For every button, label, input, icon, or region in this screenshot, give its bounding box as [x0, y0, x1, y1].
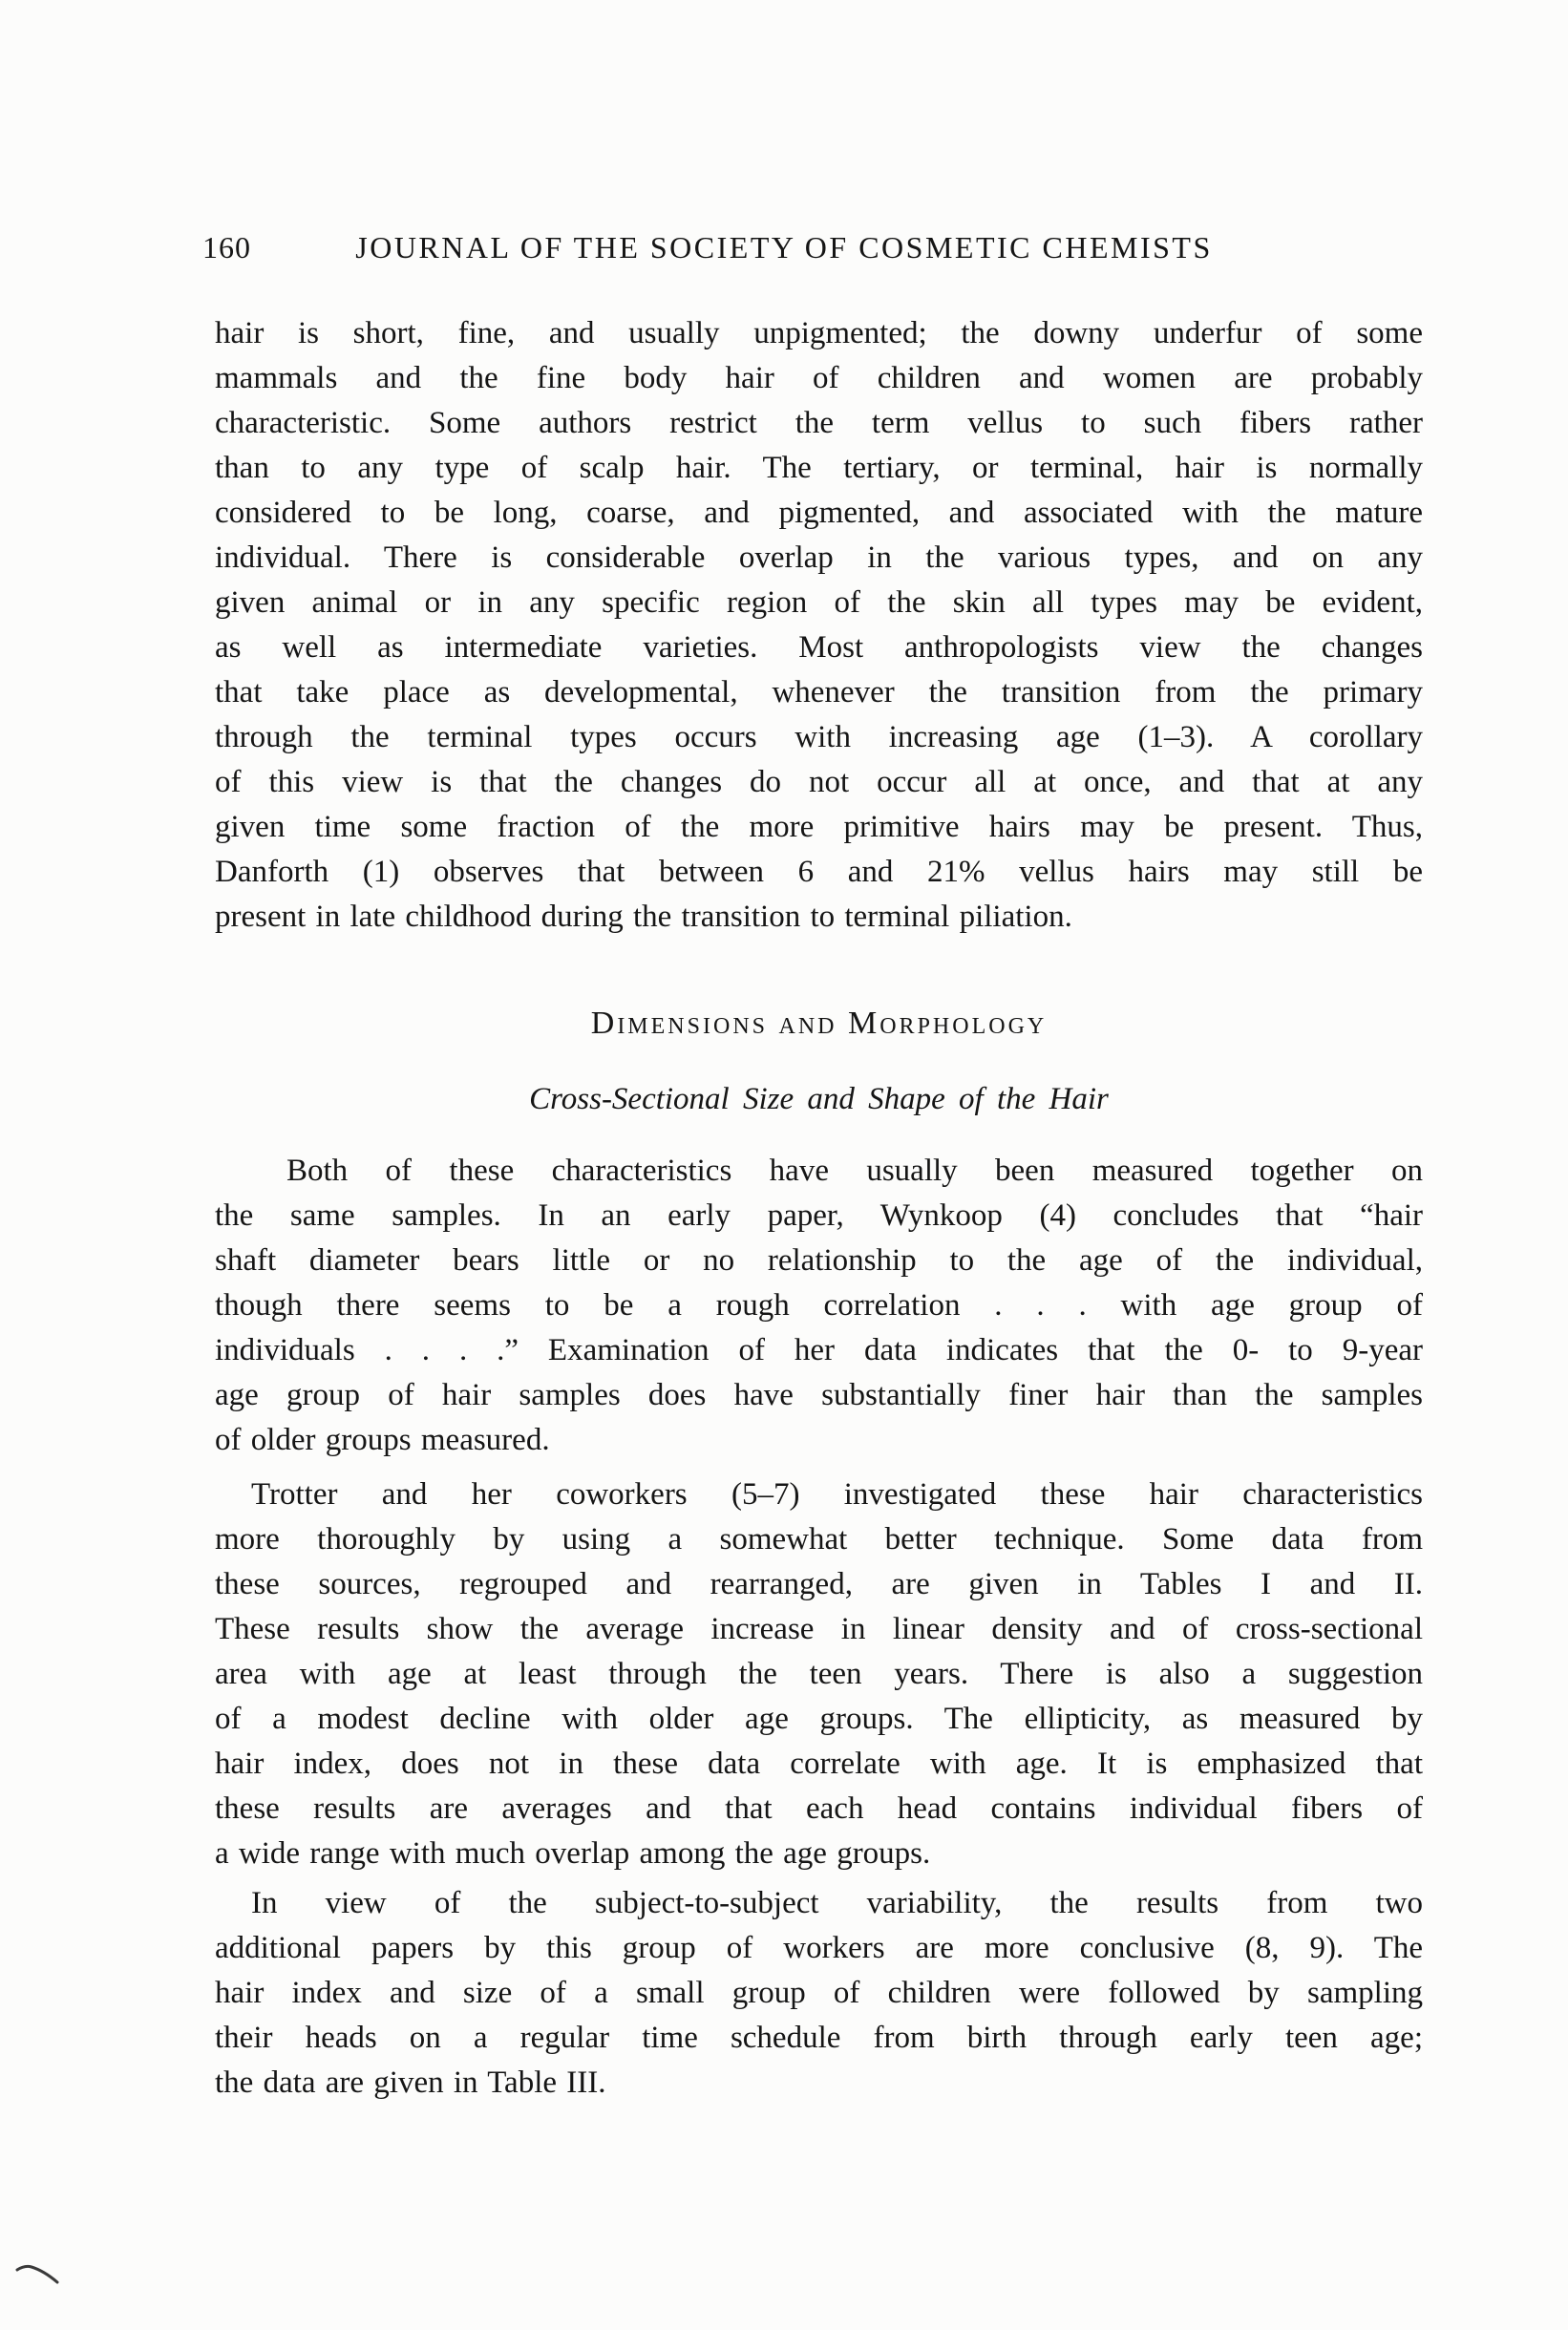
text-line: through the terminal types occurs with increasing age (1–3). A corollary	[215, 720, 1423, 754]
text-line: additional papers by this group of workers are more conclusive (8, 9). The	[215, 1931, 1423, 1965]
running-title: JOURNAL OF THE SOCIETY OF COSMETIC CHEMISTS	[355, 230, 1213, 265]
text-line: Trotter and her coworkers (5–7) investigated these hair characteristics	[251, 1477, 1423, 1512]
text-line: of a modest decline with older age groups. The ellipticity, as measured by	[215, 1702, 1423, 1736]
text-line: of older groups measured.	[215, 1423, 550, 1457]
text-line: Both of these characteristics have usually been measured together on	[286, 1154, 1423, 1188]
section-heading: Dimensions and Morphology	[590, 1006, 1048, 1041]
running-header	[0, 230, 1568, 265]
text-line: hair index, does not in these data correlate with age. It is emphasized that	[215, 1747, 1423, 1781]
text-line: individuals . . . .” Examination of her data indicates that the 0- to 9-year	[215, 1333, 1423, 1367]
paragraph-3	[215, 1472, 1423, 1876]
text-line: than to any type of scalp hair. The tertiary, or terminal, hair is normally	[215, 451, 1423, 485]
text-line: These results show the average increase in linear density and of cross-sectional	[215, 1612, 1423, 1646]
text-line: hair is short, fine, and usually unpigmented; the downy underfur of some	[215, 316, 1423, 350]
text-line: considered to be long, coarse, and pigmented, and associated with the mature	[215, 496, 1423, 530]
text-line: the same samples. In an early paper, Wynkoop (4) concludes that “hair	[215, 1198, 1423, 1233]
text-line: the data are given in Table III.	[215, 2065, 606, 2100]
text-line: In view of the subject-to-subject variability, the results from two	[251, 1886, 1423, 1920]
subsection-heading: Cross-Sectional Size and Shape of the Hair	[529, 1082, 1109, 1116]
text-line: Danforth (1) observes that between 6 and 21% vellus hairs may still be	[215, 855, 1423, 889]
text-line: more thoroughly by using a somewhat better technique. Some data from	[215, 1522, 1423, 1557]
paragraph-4	[215, 1881, 1423, 2106]
text-line: mammals and the fine body hair of children and women are probably	[215, 361, 1423, 395]
text-line: given time some fraction of the more primitive hairs may be present. Thus,	[215, 810, 1423, 844]
article-body	[215, 311, 1423, 2106]
text-line: these sources, regrouped and rearranged, are given in Tables I and II.	[215, 1567, 1423, 1601]
text-line: hair index and size of a small group of children were followed by sampling	[215, 1976, 1423, 2010]
text-line: their heads on a regular time schedule from birth through early teen age;	[215, 2021, 1423, 2055]
text-line: individual. There is considerable overlap in the various types, and on any	[215, 540, 1423, 575]
text-line: characteristic. Some authors restrict the term vellus to such fibers rather	[215, 406, 1423, 440]
page-number: 160	[202, 230, 251, 265]
text-line: a wide range with much overlap among the age groups.	[215, 1836, 931, 1871]
text-line: area with age at least through the teen years. There is also a suggestion	[215, 1657, 1423, 1691]
text-line: present in late childhood during the transition to terminal piliation.	[215, 900, 1072, 934]
text-line: these results are averages and that each head contains individual fibers of	[215, 1791, 1423, 1826]
paragraph-2	[215, 1149, 1423, 1463]
text-line: as well as intermediate varieties. Most anthropologists view the changes	[215, 630, 1423, 665]
text-line: that take place as developmental, whenever the transition from the primary	[215, 675, 1423, 710]
text-line: age group of hair samples does have substantially finer hair than the samples	[215, 1378, 1423, 1412]
text-line: though there seems to be a rough correlation . . . with age group of	[215, 1288, 1423, 1323]
paragraph-1	[215, 311, 1423, 940]
text-line: shaft diameter bears little or no relationship to the age of the individual,	[215, 1243, 1423, 1278]
text-line: of this view is that the changes do not occur all at once, and that at any	[215, 765, 1423, 799]
text-line: given animal or in any specific region of the skin all types may be evident,	[215, 585, 1423, 620]
pen-mark-artifact	[15, 2259, 65, 2288]
